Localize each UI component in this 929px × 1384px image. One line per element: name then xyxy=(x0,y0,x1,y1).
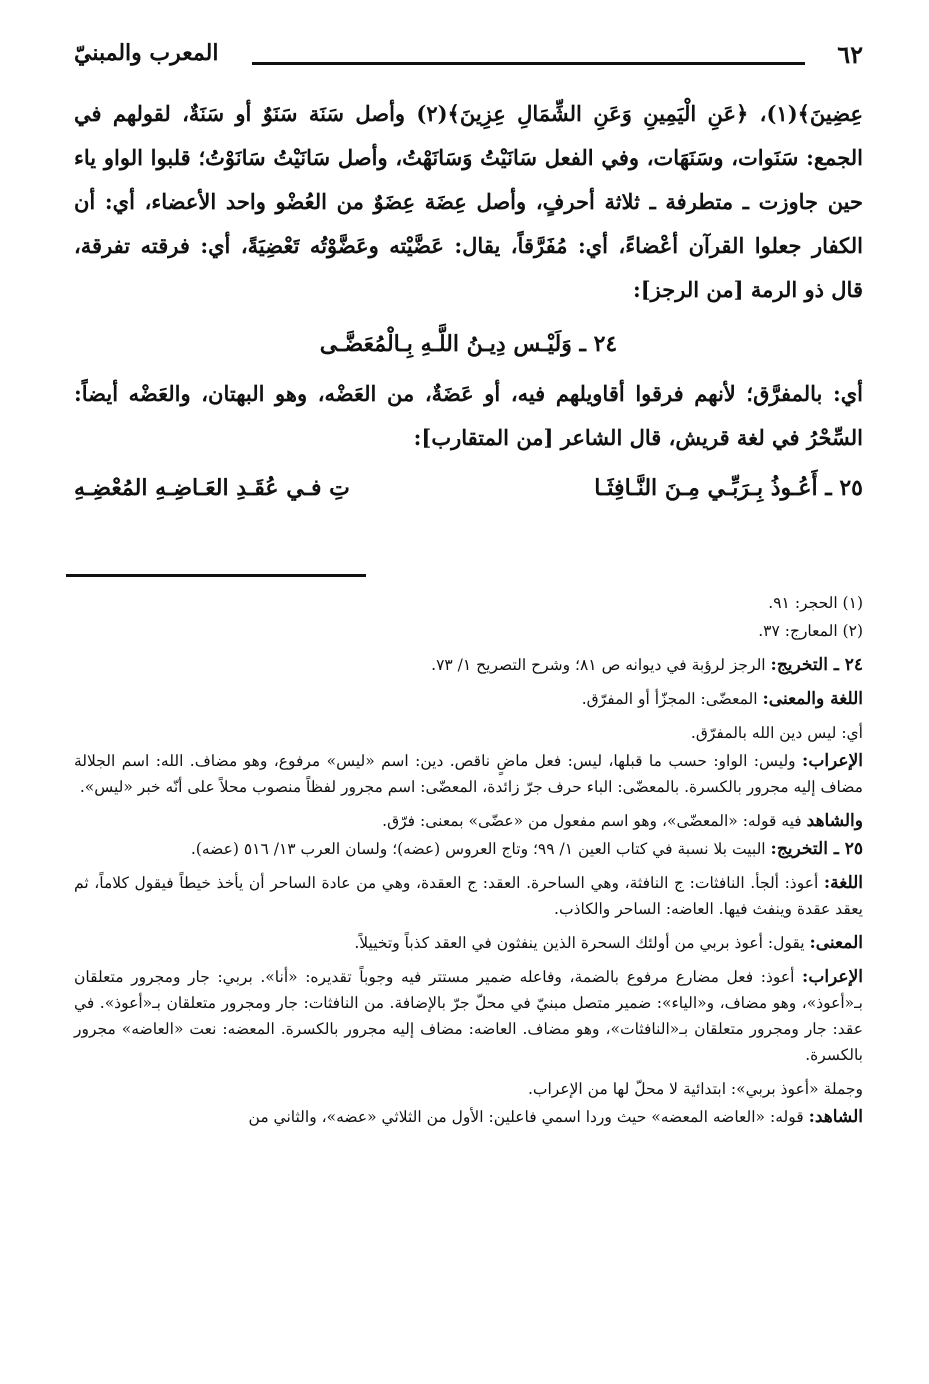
irab-25-text: أعوذ: فعل مضارع مرفوع بالضمة، وفاعله ضمير مستتر فيه وجوباً تقديره: «أنا». بربي: جار ومجرور متعلقان بـ«أعوذ»، وهو مضاف، و«الياء»: ضمير متصل مبنيّ في محلّ جرّ بالإضافة. من النافثات: جار ومجرور متعلقان بـ«أعوذ». في عقد: جار ومجرور متعلقان بـ«النافثات»، وهو مضاف. العاضه: مضاف إليه مجرور بالكسرة. المعضه: نعت «العاضه» مجرور بالكسرة. xyxy=(74,968,863,1064)
shahid-24-text: فيه قوله: «المعضّى»، وهو اسم مفعول من «عضّى» بمعنى: فرّق. xyxy=(382,812,802,830)
header-rule xyxy=(252,62,805,65)
takhrij-25-text: البيت بلا نسبة في كتاب العين ١/ ٩٩؛ وتاج العروس (عضه)؛ ولسان العرب ١٣/ ٥١٦ (عضه). xyxy=(190,840,766,858)
lugha-25-text: أعوذ: ألجأ. النافثات: ج النافثة، وهي الساحرة. العقد: ج العقدة، وهي من عادة الساحر أن يأخذ خيطاً فيقول كلاماً، ثم يعقد عقدة وينفث فيها. العاضه: الساحر والكاذب. xyxy=(74,874,863,918)
lugha-25 xyxy=(74,870,863,922)
paragraph-1: عِضِينَ﴾(١)، ﴿عَنِ الْيَمِينِ وَعَنِ الشِّمَالِ عِزِينَ﴾(٢) وأصل سَنَة سَنَوٌ أو سَنَةٌ، لقولهم في الجمع: سَنَوات، وسَنَهَات، وفي الفعل سَانَيْتُ وَسَانَهْتُ، وأصل سَانَيْتُ سَانَوْتُ؛ قلبوا الواو ياء حين جاوزت ـ متطرفة ـ ثلاثة أحرفٍ، وأصل عِضَة عِضَوٌ من العُضْو واحد الأعضاء، أي: أن الكفار جعلوا القرآن أعْضاءً، أي: مُفَرَّقاً، يقال: عَضَّيْته وعَضَّوْتُه تَعْضِيَةً، أي: فرقته تفرقة، قال ذو الرمة [من الرجز]: xyxy=(74,101,863,302)
mana-25 xyxy=(74,930,863,956)
lugha-24-text: المعضّى: المجزّأ أو المفرّق. xyxy=(581,690,758,708)
shahid-24-label: والشاهد xyxy=(806,811,863,831)
shahid-25-text: قوله: «العاضه المعضه» حيث وردا اسمي فاعلين: الأول من الثلاثي «عضه»، والثاني من xyxy=(248,1108,804,1126)
takhrij-25 xyxy=(74,836,863,862)
verse-25-second-hemistich: تِ فـي عُقَـدِ العَـاضِـهِ المُعْضِـهِ xyxy=(74,475,350,501)
irab-25-label: الإعراب: xyxy=(802,967,863,987)
running-header xyxy=(74,38,863,78)
lugha-25-label: اللغة: xyxy=(823,873,863,893)
shahid-25 xyxy=(74,1104,863,1130)
verse-25 xyxy=(74,466,863,510)
page-number: ٦٢ xyxy=(837,40,863,69)
lugha-24 xyxy=(74,686,863,712)
irab-24 xyxy=(74,748,863,800)
main-text xyxy=(74,92,863,510)
footnote-separator xyxy=(66,574,366,577)
shahid-24 xyxy=(74,808,863,834)
irab-24-text: وليس: الواو: حسب ما قبلها، ليس: فعل ماضٍ ناقص. دين: اسم «ليس» مرفوع، وهو مضاف. الله: اسم الجلالة مضاف إليه مجرور بالكسرة. بالمعضّى: الباء حرف جرّ زائدة، المعضّى: اسم مجرور لفظاً منصوب محلاً على أنّه خبر «ليس». xyxy=(74,752,863,796)
mana-25-label: المعنى: xyxy=(809,933,863,953)
verse-24: ٢٤ ـ وَلَيْـس دِيـنُ اللَّـهِ بِـالْمُعَضَّـى xyxy=(319,331,618,357)
footnotes xyxy=(74,590,863,1138)
irab-24-label: الإعراب: xyxy=(802,751,863,771)
takhrij-25-label: ٢٥ ـ التخريج: xyxy=(770,839,863,859)
lugha-24-label: اللغة والمعنى: xyxy=(762,689,863,709)
takhrij-24-label: ٢٤ ـ التخريج: xyxy=(770,655,863,675)
takhrij-24 xyxy=(74,652,863,678)
verse-25-first-hemistich: ٢٥ ـ أَعُـوذُ بِـرَبِّـي مِـنَ النَّـافِثَـا xyxy=(594,475,863,501)
mana-25-text: يقول: أعوذ بربي من أولئك السحرة الذين ينفثون في العقد كذباً وتخييلاً. xyxy=(354,934,805,952)
takhrij-24-text: الرجز لرؤبة في ديوانه ص ٨١؛ وشرح التصريح ١/ ٧٣. xyxy=(431,656,766,674)
footnote-2: (٢) المعارج: ٣٧. xyxy=(758,622,863,640)
paragraph-2: أي: بالمفرَّق؛ لأنهم فرقوا أقاويلهم فيه، أو عَضَةٌ، من العَضْه، وهو البهتان، والعَضْه أيضاً: السِّحْرُ في لغة قريش، قال الشاعر [من المتقارب]: xyxy=(74,381,863,450)
shahid-25-label: الشاهد: xyxy=(808,1107,863,1127)
irab-25 xyxy=(74,964,863,1068)
chapter-title: المعرب والمبنيّ xyxy=(74,40,219,66)
jumla-25: وجملة «أعوذ بربي»: ابتدائية لا محلّ لها من الإعراب. xyxy=(527,1080,863,1098)
footnote-1: (١) الحجر: ٩١. xyxy=(768,594,863,612)
meaning-24: أي: ليس دين الله بالمفرّق. xyxy=(690,724,863,742)
